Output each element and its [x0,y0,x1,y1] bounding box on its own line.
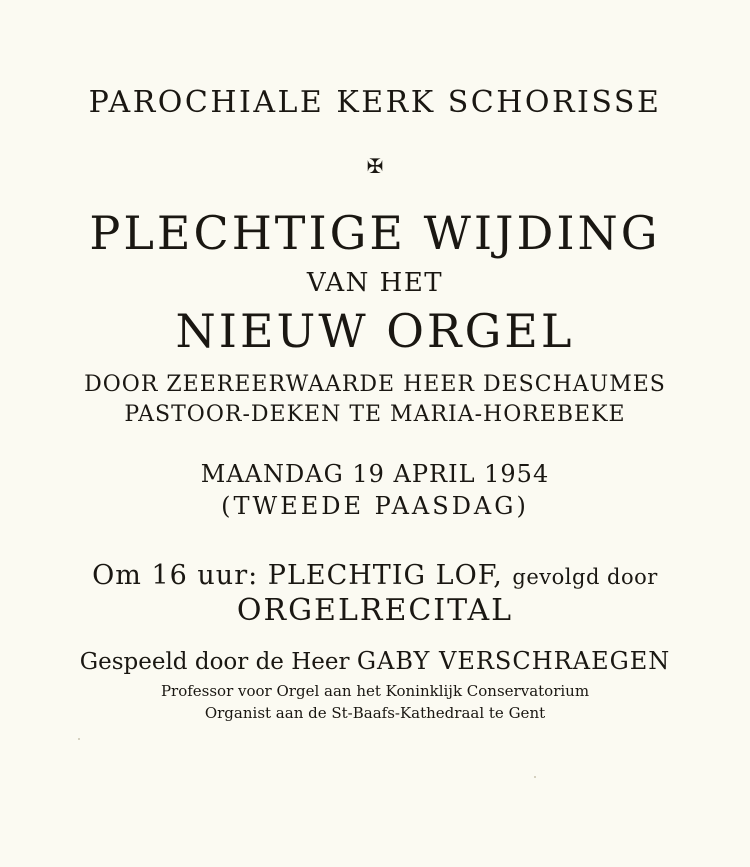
event-title-connector: VAN HET [306,268,444,298]
event-subject: NIEUW ORGEL [175,304,575,358]
performer-name: GABY VERSCHRAEGEN [356,647,671,675]
program-line [0,562,750,589]
event-day-note: (TWEEDE PAASDAG) [221,492,529,520]
performer-role-2: Organist aan de St-Baafs-Kathedraal te Gent [204,704,546,722]
officiant-title: PASTOOR-DEKEN TE MARIA-HOREBEKE [124,402,626,427]
program-event: PLECHTIG LOF, [267,560,503,591]
event-date: MAANDAG 19 APRIL 1954 [200,460,550,488]
paper-speck [78,738,80,740]
paper-speck [534,776,536,778]
officiant-name: DOOR ZEEREERWAARDE HEER DESCHAUMES [84,372,666,397]
performer-line [0,649,750,674]
cross-ornament-icon: ✠ [366,154,384,178]
performer-role-1: Professor voor Orgel aan het Koninklijk Conservatorium [160,682,590,700]
program-recital: ORGELRECITAL [236,593,514,628]
parish-heading: PAROCHIALE KERK SCHORISSE [88,85,662,120]
program-time: Om 16 uur: [92,560,259,591]
event-title: PLECHTIGE WIJDING [89,206,661,260]
program-followed: gevolgd door [512,565,658,589]
performer-intro: Gespeeld door de Heer [79,649,350,675]
